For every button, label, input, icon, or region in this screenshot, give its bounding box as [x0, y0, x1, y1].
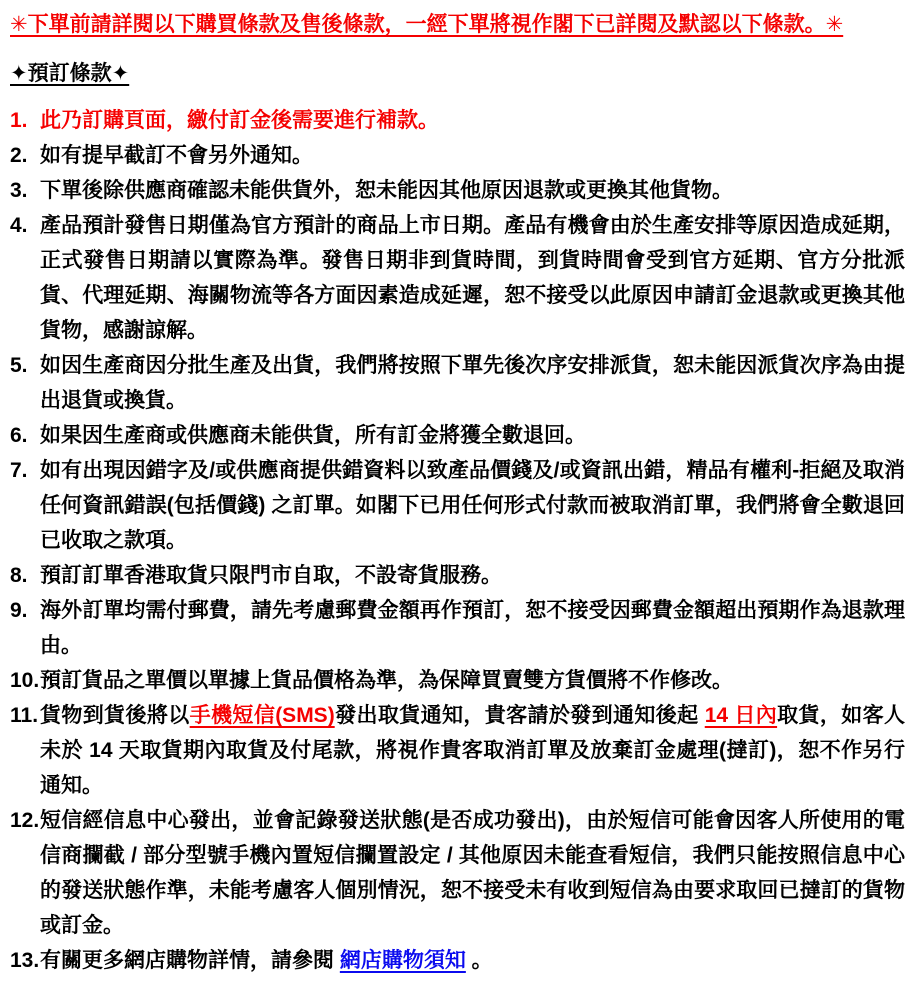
term-number: 4.	[10, 214, 28, 237]
section-title: ✦預訂條款✦	[10, 62, 130, 85]
term-text	[40, 803, 905, 943]
term-text	[40, 663, 905, 698]
term-text	[40, 698, 905, 803]
term-text-segment: 有關更多網店購物詳情，請參閱	[40, 949, 340, 972]
term-text	[40, 558, 905, 593]
term-number: 1.	[10, 109, 28, 132]
term-number: 9.	[10, 599, 28, 622]
term-text	[40, 173, 905, 208]
term-text	[40, 593, 905, 663]
term-text	[40, 103, 905, 138]
highlighted-term-text: 手機短信(SMS)	[189, 704, 335, 727]
term-number: 10.	[10, 669, 40, 692]
header-warning: ✳下單前請詳閱以下購買條款及售後條款，一經下單將視作閣下已詳閱及默認以下條款。✳	[10, 13, 844, 36]
term-item-9	[10, 593, 905, 663]
term-text-segment: 預訂貨品之單價以單據上貨品價格為準，為保障買賣雙方貨價將不作修改。	[40, 669, 733, 692]
term-number: 6.	[10, 424, 28, 447]
term-item-10	[10, 663, 905, 698]
term-item-6	[10, 418, 905, 453]
term-number: 2.	[10, 144, 28, 167]
term-text-segment: 此乃訂購頁面，繳付訂金後需要進行補款。	[40, 109, 439, 132]
term-text-segment: 如有提早截訂不會另外通知。	[40, 144, 313, 167]
term-text-segment: 如有出現因錯字及/或供應商提供錯資料以致產品價錢及/或資訊出錯，精品有權利-拒絕及取消任何資訊錯誤(包括價錢) 之訂單。如閣下已用任何形式付款而被取消訂單，我們將會全數退回已收取之款項。	[40, 459, 905, 552]
term-text-segment: 下單後除供應商確認未能供貨外，恕未能因其他原因退款或更換其他貨物。	[40, 179, 733, 202]
term-number: 11.	[10, 704, 39, 727]
term-text-segment: 如因生產商因分批生產及出貨，我們將按照下單先後次序安排派貨，恕未能因派貨次序為由提出退貨或換貨。	[40, 354, 905, 412]
term-text-segment: 。	[465, 949, 493, 972]
term-number: 13.	[10, 949, 40, 972]
term-item-11	[10, 698, 905, 803]
highlighted-term-text: 14 日內	[704, 704, 778, 727]
term-text	[40, 453, 905, 558]
term-text	[40, 348, 905, 418]
term-text-segment: 發出取貨通知，貴客請於發到通知後起	[334, 704, 705, 727]
term-text-segment: 貨物到貨後將以	[40, 704, 190, 727]
term-item-3	[10, 173, 905, 208]
term-item-1	[10, 103, 905, 138]
term-text	[40, 418, 905, 453]
term-item-5	[10, 348, 905, 418]
shop-guide-link[interactable]: 網店購物須知	[339, 949, 466, 972]
term-item-7	[10, 453, 905, 558]
term-number: 12.	[10, 809, 40, 832]
term-text-segment: 產品預計發售日期僅為官方預計的商品上市日期。產品有機會由於生產安排等原因造成延期，正式發售日期請以實際為準。發售日期非到貨時間，到貨時間會受到官方延期、官方分批派貨、代理延期、海關物流等各方面因素造成延遲，恕不接受以此原因申請訂金退款或更換其他貨物，感謝諒解。	[40, 214, 905, 342]
term-number: 3.	[10, 179, 28, 202]
term-item-12	[10, 803, 905, 943]
term-number: 8.	[10, 564, 28, 587]
terms-list	[10, 103, 905, 978]
term-item-4	[10, 208, 905, 348]
term-text-segment: 短信經信息中心發出，並會記錄發送狀態(是否成功發出)，由於短信可能會因客人所使用的電信商攔截 / 部分型號手機內置短信攔置設定 / 其他原因未能查看短信，我們只能按照信息中心的發送狀態作準，未能考慮客人個別情況，恕不接受未有收到短信為由要求取回已撻訂的貨物或訂金。	[40, 809, 905, 937]
term-text	[40, 138, 905, 173]
term-item-8	[10, 558, 905, 593]
term-text-segment: 海外訂單均需付郵費，請先考慮郵費金額再作預訂，恕不接受因郵費金額超出預期作為退款理由。	[40, 599, 905, 657]
term-text-segment: 預訂訂單香港取貨只限門市自取，不設寄貨服務。	[40, 564, 502, 587]
term-text-segment: 如果因生產商或供應商未能供貨，所有訂金將獲全數退回。	[40, 424, 586, 447]
term-number: 5.	[10, 354, 28, 377]
term-item-2	[10, 138, 905, 173]
term-text	[40, 943, 905, 978]
term-text-segment: 取貨，如客人未於 14 天取貨期內取貨及付尾款，將視作貴客取消訂單及放棄訂金處理(撻訂)，恕不作另行通知。	[40, 704, 905, 797]
term-item-13	[10, 943, 905, 978]
term-text	[40, 208, 905, 348]
term-number: 7.	[10, 459, 28, 482]
